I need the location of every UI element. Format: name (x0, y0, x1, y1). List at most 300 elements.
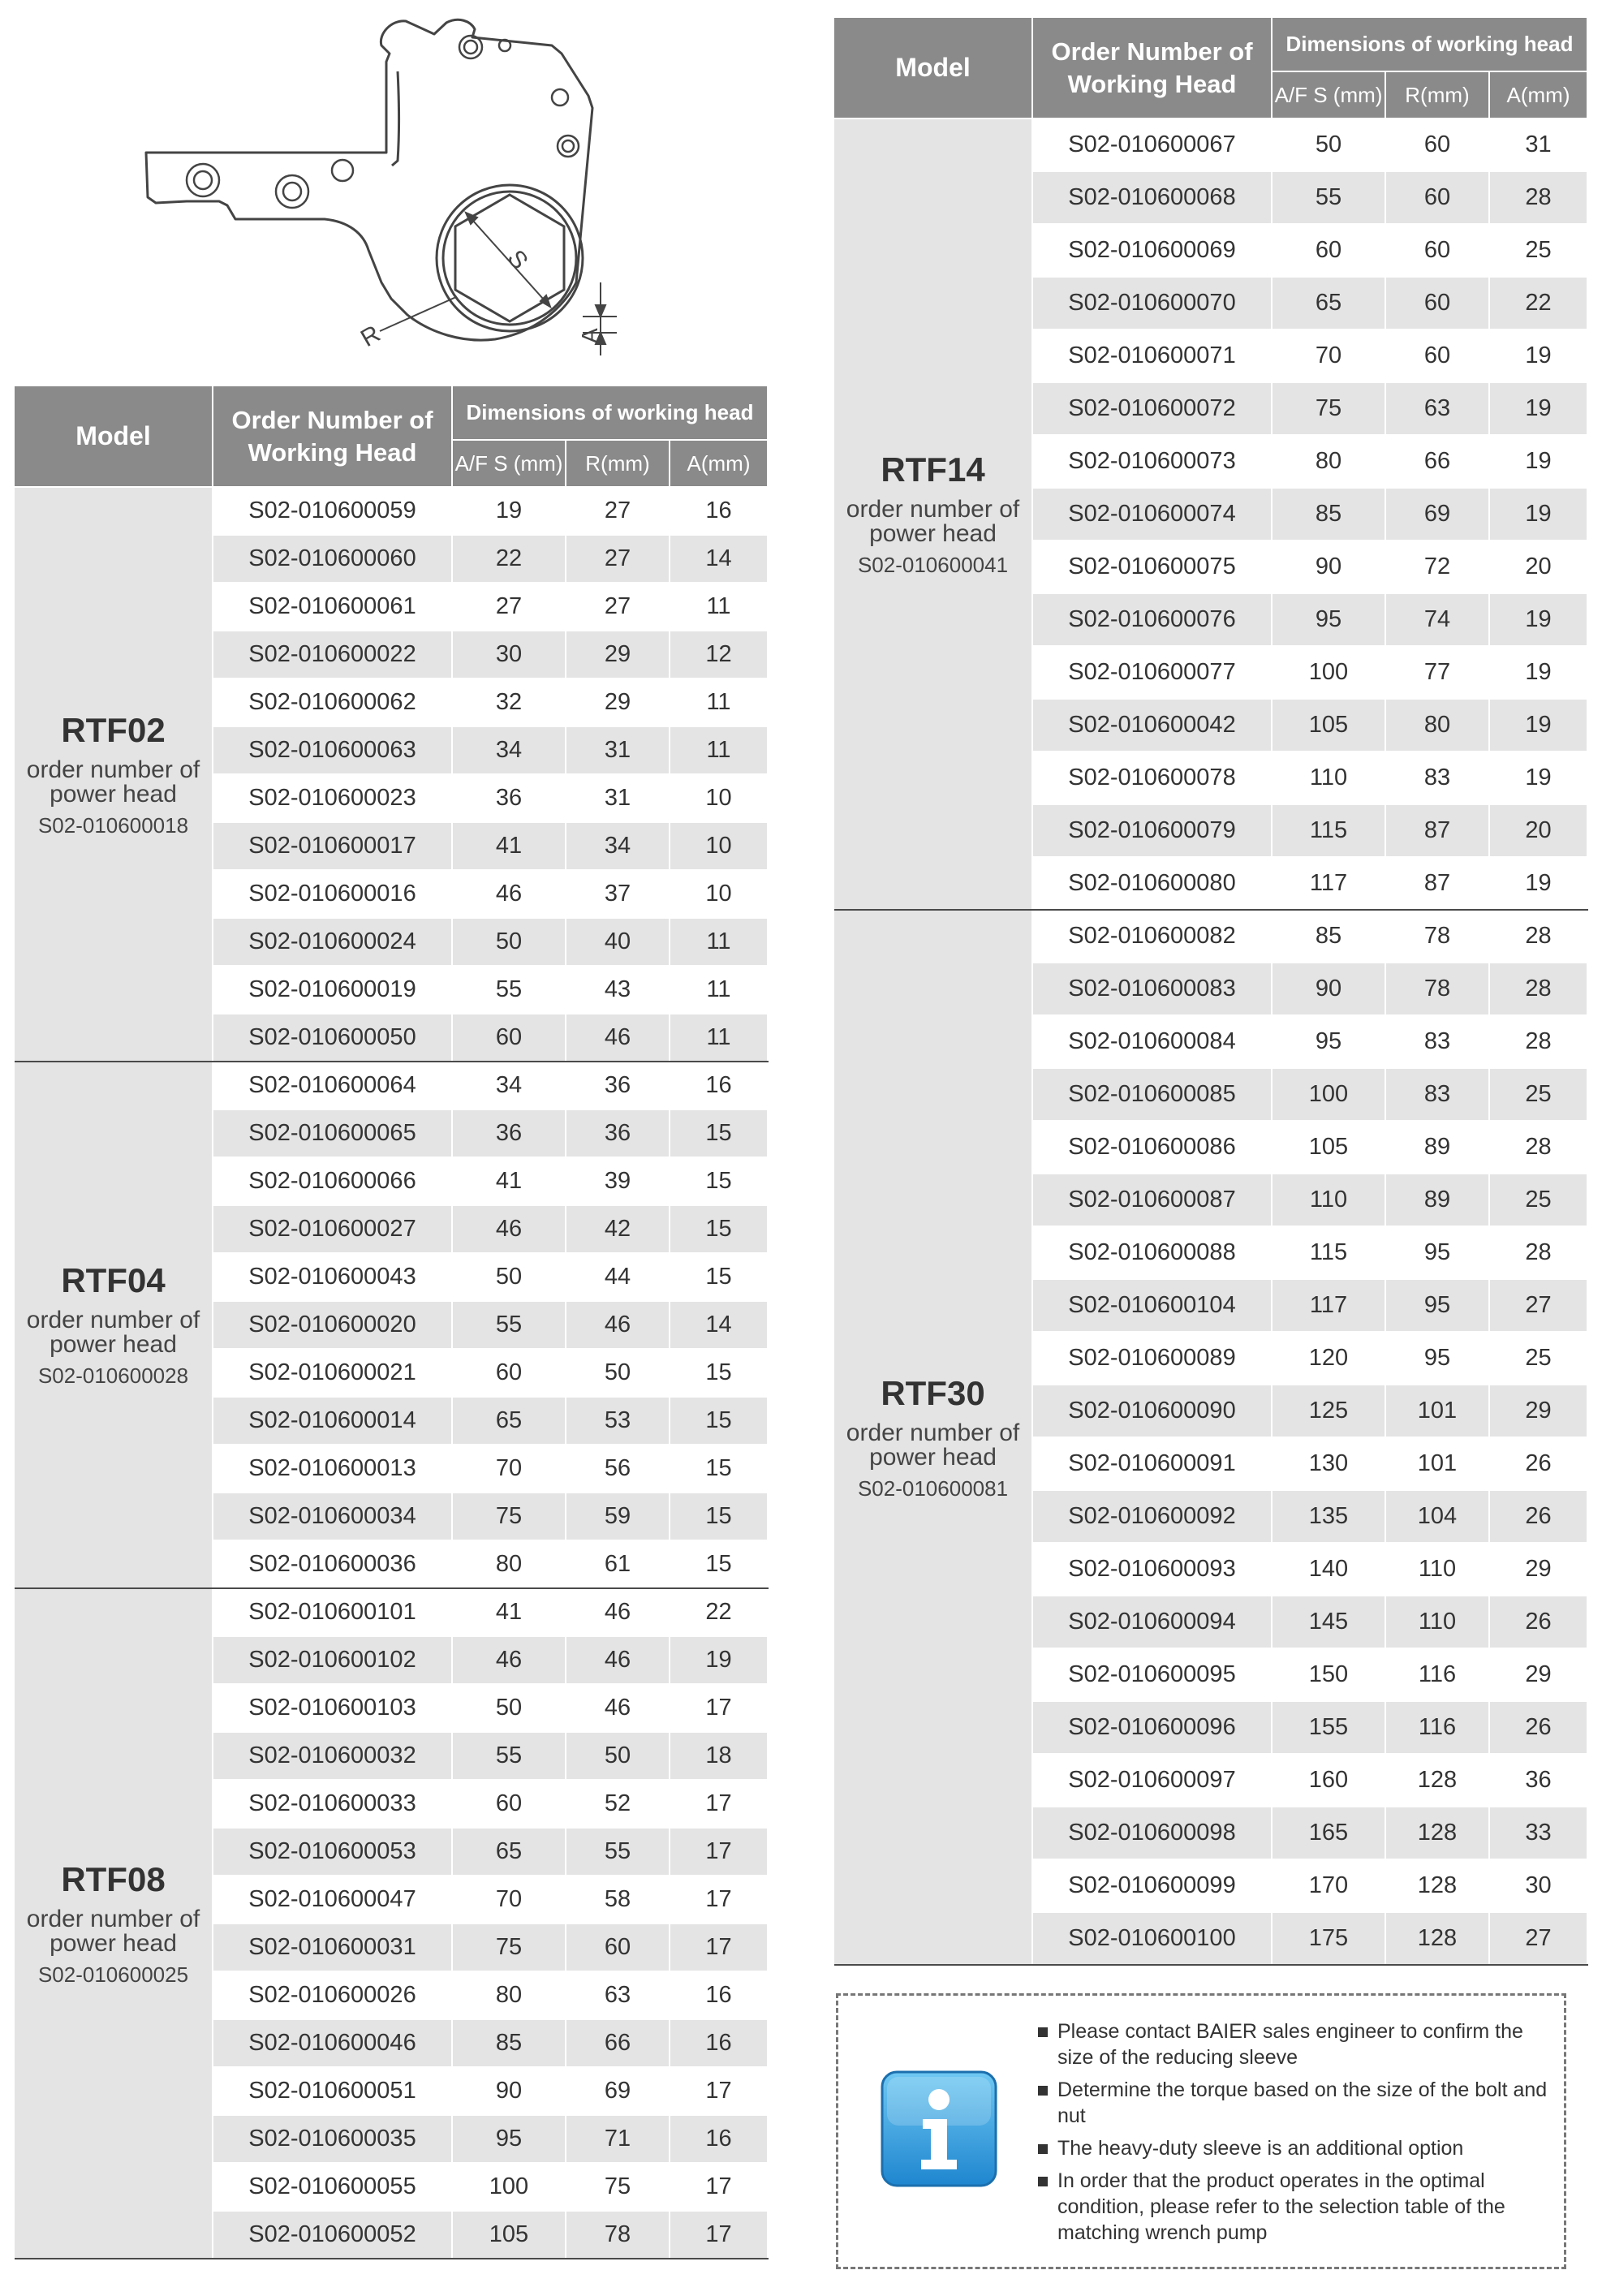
order-number-cell: S02-010600026 (213, 1971, 452, 2019)
afs-cell: 70 (452, 1876, 566, 1923)
power-head-label: power head (50, 1331, 177, 1358)
r-cell: 27 (566, 487, 670, 535)
spec-table-right (834, 18, 1588, 1966)
a-cell: 16 (670, 2019, 768, 2067)
a-cell: 25 (1489, 1174, 1587, 1226)
afs-cell: 46 (452, 870, 566, 918)
afs-cell: 30 (452, 631, 566, 678)
afs-cell: 80 (452, 1540, 566, 1588)
r-cell: 101 (1385, 1437, 1489, 1490)
header-model: Model (834, 18, 1032, 118)
order-number-cell: S02-010600062 (213, 678, 452, 726)
order-number-cell: S02-010600035 (213, 2115, 452, 2163)
order-number-cell: S02-010600074 (1032, 488, 1272, 541)
a-cell: 28 (1489, 1226, 1587, 1279)
r-cell: 61 (566, 1540, 670, 1588)
a-cell: 15 (670, 1349, 768, 1397)
r-cell: 87 (1385, 804, 1489, 857)
r-cell: 29 (566, 678, 670, 726)
a-cell: 18 (670, 1732, 768, 1780)
header-r: R(mm) (566, 440, 670, 487)
order-number-cell: S02-010600033 (213, 1780, 452, 1828)
a-cell: 15 (670, 1540, 768, 1588)
afs-cell: 85 (1272, 910, 1385, 963)
afs-cell: 70 (1272, 330, 1385, 382)
afs-cell: 95 (452, 2115, 566, 2163)
order-number-cell: S02-010600072 (1032, 382, 1272, 435)
r-cell: 101 (1385, 1385, 1489, 1437)
r-cell: 40 (566, 918, 670, 966)
r-cell: 56 (566, 1445, 670, 1493)
r-cell: 69 (566, 2067, 670, 2115)
r-cell: 36 (566, 1109, 670, 1157)
order-number-cell: S02-010600100 (1032, 1912, 1272, 1965)
power-head-label: order number of (846, 496, 1020, 523)
afs-cell: 46 (452, 1636, 566, 1684)
order-number-cell: S02-010600089 (1032, 1332, 1272, 1385)
order-number-cell: S02-010600085 (1032, 1068, 1272, 1121)
afs-cell: 85 (1272, 488, 1385, 541)
order-number-cell: S02-010600042 (1032, 699, 1272, 752)
header-a: A(mm) (670, 440, 768, 487)
order-number-cell: S02-010600047 (213, 1876, 452, 1923)
afs-cell: 90 (1272, 541, 1385, 593)
r-cell: 95 (1385, 1226, 1489, 1279)
order-number-cell: S02-010600075 (1032, 541, 1272, 593)
order-number-cell: S02-010600083 (1032, 963, 1272, 1015)
r-cell: 46 (566, 1301, 670, 1349)
r-cell: 95 (1385, 1279, 1489, 1332)
order-number-cell: S02-010600093 (1032, 1543, 1272, 1596)
order-number-cell: S02-010600034 (213, 1493, 452, 1540)
a-cell: 16 (670, 2115, 768, 2163)
wrench-head-drawing (138, 15, 625, 355)
header-afs: A/F S (mm) (452, 440, 566, 487)
afs-cell: 110 (1272, 1174, 1385, 1226)
power-head-label: power head (869, 1443, 997, 1471)
order-number-cell: S02-010600096 (1032, 1701, 1272, 1754)
order-number-cell: S02-010600020 (213, 1301, 452, 1349)
a-cell: 19 (1489, 646, 1587, 699)
order-number-cell: S02-010600095 (1032, 1648, 1272, 1701)
r-cell: 128 (1385, 1807, 1489, 1859)
afs-cell: 32 (452, 678, 566, 726)
order-number-cell: S02-010600019 (213, 966, 452, 1014)
a-cell: 19 (670, 1636, 768, 1684)
order-number-cell: S02-010600013 (213, 1445, 452, 1493)
header-order-number: Order Number of Working Head (213, 386, 452, 487)
afs-cell: 60 (452, 1349, 566, 1397)
afs-cell: 95 (1272, 1015, 1385, 1068)
a-cell: 27 (1489, 1279, 1587, 1332)
afs-cell: 125 (1272, 1385, 1385, 1437)
r-cell: 42 (566, 1205, 670, 1253)
header-r: R(mm) (1385, 71, 1489, 118)
note-item: The heavy-duty sleeve is an additional option (1038, 2135, 1554, 2161)
a-cell: 19 (1489, 752, 1587, 804)
r-cell: 89 (1385, 1174, 1489, 1226)
afs-cell: 55 (452, 1301, 566, 1349)
r-cell: 60 (1385, 118, 1489, 171)
a-cell: 15 (670, 1397, 768, 1445)
a-cell: 17 (670, 2211, 768, 2259)
a-cell: 19 (1489, 593, 1587, 646)
order-number-cell: S02-010600017 (213, 822, 452, 870)
r-cell: 60 (566, 1923, 670, 1971)
afs-cell: 65 (452, 1828, 566, 1876)
order-number-cell: S02-010600055 (213, 2163, 452, 2211)
order-number-cell: S02-010600060 (213, 535, 452, 583)
order-number-cell: S02-010600071 (1032, 330, 1272, 382)
r-cell: 74 (1385, 593, 1489, 646)
a-cell: 29 (1489, 1648, 1587, 1701)
r-cell: 75 (566, 2163, 670, 2211)
a-cell: 19 (1489, 488, 1587, 541)
r-cell: 31 (566, 726, 670, 774)
model-name: RTF30 (881, 1373, 985, 1412)
order-number-cell: S02-010600021 (213, 1349, 452, 1397)
afs-cell: 100 (1272, 1068, 1385, 1121)
a-cell: 16 (670, 1062, 768, 1109)
a-cell: 27 (1489, 1912, 1587, 1965)
afs-cell: 105 (452, 2211, 566, 2259)
r-cell: 46 (566, 1588, 670, 1636)
a-cell: 14 (670, 1301, 768, 1349)
a-cell: 11 (670, 1014, 768, 1062)
afs-cell: 27 (452, 583, 566, 631)
a-cell: 17 (670, 2067, 768, 2115)
afs-cell: 41 (452, 822, 566, 870)
a-cell: 10 (670, 870, 768, 918)
order-number-cell: S02-010600066 (213, 1157, 452, 1205)
a-cell: 17 (670, 1684, 768, 1732)
a-cell: 29 (1489, 1385, 1587, 1437)
afs-cell: 19 (452, 487, 566, 535)
r-cell: 66 (1385, 435, 1489, 488)
r-cell: 34 (566, 822, 670, 870)
afs-cell: 50 (452, 1253, 566, 1301)
power-head-number: S02-010600041 (857, 553, 1009, 577)
r-cell: 46 (566, 1636, 670, 1684)
order-number-cell: S02-010600016 (213, 870, 452, 918)
afs-cell: 36 (452, 1109, 566, 1157)
a-cell: 11 (670, 583, 768, 631)
order-number-cell: S02-010600070 (1032, 277, 1272, 330)
order-number-cell: S02-010600082 (1032, 910, 1272, 963)
a-cell: 16 (670, 1971, 768, 2019)
order-number-cell: S02-010600022 (213, 631, 452, 678)
a-cell: 15 (670, 1253, 768, 1301)
note-item: Determine the torque based on the size of the bolt and nut (1038, 2077, 1554, 2129)
r-cell: 39 (566, 1157, 670, 1205)
afs-cell: 75 (1272, 382, 1385, 435)
a-cell: 16 (670, 487, 768, 535)
power-head-label: power head (869, 520, 997, 547)
a-cell: 30 (1489, 1859, 1587, 1912)
afs-cell: 50 (1272, 118, 1385, 171)
note-item: Please contact BAIER sales engineer to confirm the size of the reducing sleeve (1038, 2018, 1554, 2070)
afs-cell: 60 (452, 1014, 566, 1062)
power-head-label: order number of (26, 756, 200, 783)
r-cell: 80 (1385, 699, 1489, 752)
info-icon (879, 2069, 999, 2189)
table-row (15, 1062, 768, 1109)
afs-cell: 34 (452, 726, 566, 774)
a-cell: 20 (1489, 541, 1587, 593)
a-cell: 17 (670, 2163, 768, 2211)
afs-cell: 135 (1272, 1490, 1385, 1543)
r-cell: 110 (1385, 1543, 1489, 1596)
a-cell: 19 (1489, 382, 1587, 435)
a-cell: 26 (1489, 1596, 1587, 1648)
order-number-cell: S02-010600064 (213, 1062, 452, 1109)
order-number-cell: S02-010600104 (1032, 1279, 1272, 1332)
afs-cell: 160 (1272, 1754, 1385, 1807)
a-cell: 25 (1489, 224, 1587, 277)
model-cell (834, 910, 1032, 1965)
afs-cell: 105 (1272, 1121, 1385, 1174)
model-name: RTF04 (61, 1261, 166, 1299)
a-cell: 15 (670, 1157, 768, 1205)
a-cell: 33 (1489, 1807, 1587, 1859)
r-cell: 60 (1385, 277, 1489, 330)
order-number-cell: S02-010600059 (213, 487, 452, 535)
order-number-cell: S02-010600092 (1032, 1490, 1272, 1543)
r-cell: 36 (566, 1062, 670, 1109)
order-number-cell: S02-010600090 (1032, 1385, 1272, 1437)
order-number-cell: S02-010600098 (1032, 1807, 1272, 1859)
power-head-label: order number of (846, 1419, 1020, 1446)
a-cell: 28 (1489, 171, 1587, 224)
a-cell: 29 (1489, 1543, 1587, 1596)
afs-cell: 117 (1272, 857, 1385, 910)
a-cell: 22 (670, 1588, 768, 1636)
a-cell: 20 (1489, 804, 1587, 857)
afs-cell: 140 (1272, 1543, 1385, 1596)
a-cell: 10 (670, 822, 768, 870)
order-number-cell: S02-010600077 (1032, 646, 1272, 699)
r-cell: 29 (566, 631, 670, 678)
header-order-number: Order Number of Working Head (1032, 18, 1272, 118)
order-number-cell: S02-010600027 (213, 1205, 452, 1253)
a-cell: 26 (1489, 1490, 1587, 1543)
a-cell: 28 (1489, 910, 1587, 963)
r-cell: 43 (566, 966, 670, 1014)
model-cell (15, 1062, 213, 1588)
afs-cell: 95 (1272, 593, 1385, 646)
afs-cell: 145 (1272, 1596, 1385, 1648)
afs-cell: 175 (1272, 1912, 1385, 1965)
afs-cell: 110 (1272, 752, 1385, 804)
header-dimensions: Dimensions of working head (1272, 18, 1587, 71)
a-cell: 31 (1489, 118, 1587, 171)
r-cell: 60 (1385, 330, 1489, 382)
order-number-cell: S02-010600046 (213, 2019, 452, 2067)
r-cell: 83 (1385, 1015, 1489, 1068)
afs-cell: 65 (452, 1397, 566, 1445)
r-cell: 37 (566, 870, 670, 918)
a-cell: 11 (670, 918, 768, 966)
r-cell: 66 (566, 2019, 670, 2067)
afs-cell: 41 (452, 1588, 566, 1636)
a-cell: 10 (670, 774, 768, 822)
a-cell: 28 (1489, 1121, 1587, 1174)
r-cell: 95 (1385, 1332, 1489, 1385)
afs-cell: 115 (1272, 1226, 1385, 1279)
a-cell: 19 (1489, 699, 1587, 752)
r-cell: 60 (1385, 224, 1489, 277)
table-row (15, 487, 768, 535)
afs-cell: 115 (1272, 804, 1385, 857)
order-number-cell: S02-010600078 (1032, 752, 1272, 804)
order-number-cell: S02-010600087 (1032, 1174, 1272, 1226)
a-cell: 17 (670, 1923, 768, 1971)
afs-cell: 50 (452, 1684, 566, 1732)
order-number-cell: S02-010600053 (213, 1828, 452, 1876)
afs-cell: 55 (452, 1732, 566, 1780)
afs-cell: 170 (1272, 1859, 1385, 1912)
afs-cell: 75 (452, 1923, 566, 1971)
order-number-cell: S02-010600091 (1032, 1437, 1272, 1490)
r-cell: 50 (566, 1349, 670, 1397)
order-number-cell: S02-010600079 (1032, 804, 1272, 857)
r-cell: 89 (1385, 1121, 1489, 1174)
r-cell: 27 (566, 583, 670, 631)
power-head-number: S02-010600025 (37, 1962, 189, 1987)
order-number-cell: S02-010600101 (213, 1588, 452, 1636)
order-number-cell: S02-010600043 (213, 1253, 452, 1301)
afs-cell: 90 (1272, 963, 1385, 1015)
afs-cell: 80 (452, 1971, 566, 2019)
header-a: A(mm) (1489, 71, 1587, 118)
afs-cell: 65 (1272, 277, 1385, 330)
a-cell: 22 (1489, 277, 1587, 330)
order-number-cell: S02-010600103 (213, 1684, 452, 1732)
a-cell: 11 (670, 726, 768, 774)
afs-cell: 155 (1272, 1701, 1385, 1754)
table-row (834, 910, 1587, 963)
r-cell: 58 (566, 1876, 670, 1923)
power-head-label: order number of (26, 1905, 200, 1932)
order-number-cell: S02-010600094 (1032, 1596, 1272, 1648)
afs-cell: 34 (452, 1062, 566, 1109)
afs-cell: 150 (1272, 1648, 1385, 1701)
a-cell: 17 (670, 1780, 768, 1828)
a-cell: 15 (670, 1445, 768, 1493)
afs-cell: 120 (1272, 1332, 1385, 1385)
order-number-cell: S02-010600067 (1032, 118, 1272, 171)
r-cell: 53 (566, 1397, 670, 1445)
afs-cell: 60 (1272, 224, 1385, 277)
r-cell: 83 (1385, 1068, 1489, 1121)
a-cell: 15 (670, 1205, 768, 1253)
afs-cell: 100 (1272, 646, 1385, 699)
r-cell: 116 (1385, 1701, 1489, 1754)
dim-label-s: S (502, 244, 533, 275)
order-number-cell: S02-010600023 (213, 774, 452, 822)
header-afs: A/F S (mm) (1272, 71, 1385, 118)
a-cell: 12 (670, 631, 768, 678)
order-number-cell: S02-010600097 (1032, 1754, 1272, 1807)
a-cell: 19 (1489, 435, 1587, 488)
order-number-cell: S02-010600063 (213, 726, 452, 774)
a-cell: 19 (1489, 857, 1587, 910)
power-head-number: S02-010600018 (37, 812, 189, 838)
header-dimensions: Dimensions of working head (452, 386, 768, 440)
a-cell: 26 (1489, 1701, 1587, 1754)
r-cell: 71 (566, 2115, 670, 2163)
r-cell: 128 (1385, 1754, 1489, 1807)
order-number-cell: S02-010600050 (213, 1014, 452, 1062)
afs-cell: 105 (1272, 699, 1385, 752)
a-cell: 15 (670, 1109, 768, 1157)
order-number-cell: S02-010600080 (1032, 857, 1272, 910)
afs-cell: 36 (452, 774, 566, 822)
order-number-cell: S02-010600086 (1032, 1121, 1272, 1174)
order-number-cell: S02-010600052 (213, 2211, 452, 2259)
r-cell: 50 (566, 1732, 670, 1780)
a-cell: 14 (670, 535, 768, 583)
afs-cell: 117 (1272, 1279, 1385, 1332)
r-cell: 72 (1385, 541, 1489, 593)
r-cell: 87 (1385, 857, 1489, 910)
dim-label-r: R (356, 320, 385, 353)
order-number-cell: S02-010600024 (213, 918, 452, 966)
afs-cell: 75 (452, 1493, 566, 1540)
a-cell: 11 (670, 966, 768, 1014)
r-cell: 83 (1385, 752, 1489, 804)
notes-list (1038, 2018, 1554, 2252)
r-cell: 128 (1385, 1912, 1489, 1965)
r-cell: 116 (1385, 1648, 1489, 1701)
afs-cell: 80 (1272, 435, 1385, 488)
r-cell: 52 (566, 1780, 670, 1828)
a-cell: 26 (1489, 1437, 1587, 1490)
a-cell: 11 (670, 678, 768, 726)
afs-cell: 60 (452, 1780, 566, 1828)
r-cell: 128 (1385, 1859, 1489, 1912)
r-cell: 104 (1385, 1490, 1489, 1543)
r-cell: 55 (566, 1828, 670, 1876)
spec-table-left (15, 386, 769, 2259)
order-number-cell: S02-010600099 (1032, 1859, 1272, 1912)
model-name: RTF08 (61, 1859, 166, 1898)
order-number-cell: S02-010600051 (213, 2067, 452, 2115)
afs-cell: 50 (452, 918, 566, 966)
r-cell: 63 (1385, 382, 1489, 435)
afs-cell: 55 (452, 966, 566, 1014)
a-cell: 17 (670, 1876, 768, 1923)
model-name: RTF14 (881, 450, 985, 489)
afs-cell: 46 (452, 1205, 566, 1253)
order-number-cell: S02-010600065 (213, 1109, 452, 1157)
r-cell: 31 (566, 774, 670, 822)
a-cell: 19 (1489, 330, 1587, 382)
a-cell: 25 (1489, 1068, 1587, 1121)
order-number-cell: S02-010600076 (1032, 593, 1272, 646)
r-cell: 78 (566, 2211, 670, 2259)
model-cell (834, 118, 1032, 910)
r-cell: 110 (1385, 1596, 1489, 1648)
r-cell: 46 (566, 1014, 670, 1062)
order-number-cell: S02-010600073 (1032, 435, 1272, 488)
afs-cell: 70 (452, 1445, 566, 1493)
a-cell: 28 (1489, 1015, 1587, 1068)
model-cell (15, 487, 213, 1062)
order-number-cell: S02-010600061 (213, 583, 452, 631)
r-cell: 44 (566, 1253, 670, 1301)
afs-cell: 55 (1272, 171, 1385, 224)
